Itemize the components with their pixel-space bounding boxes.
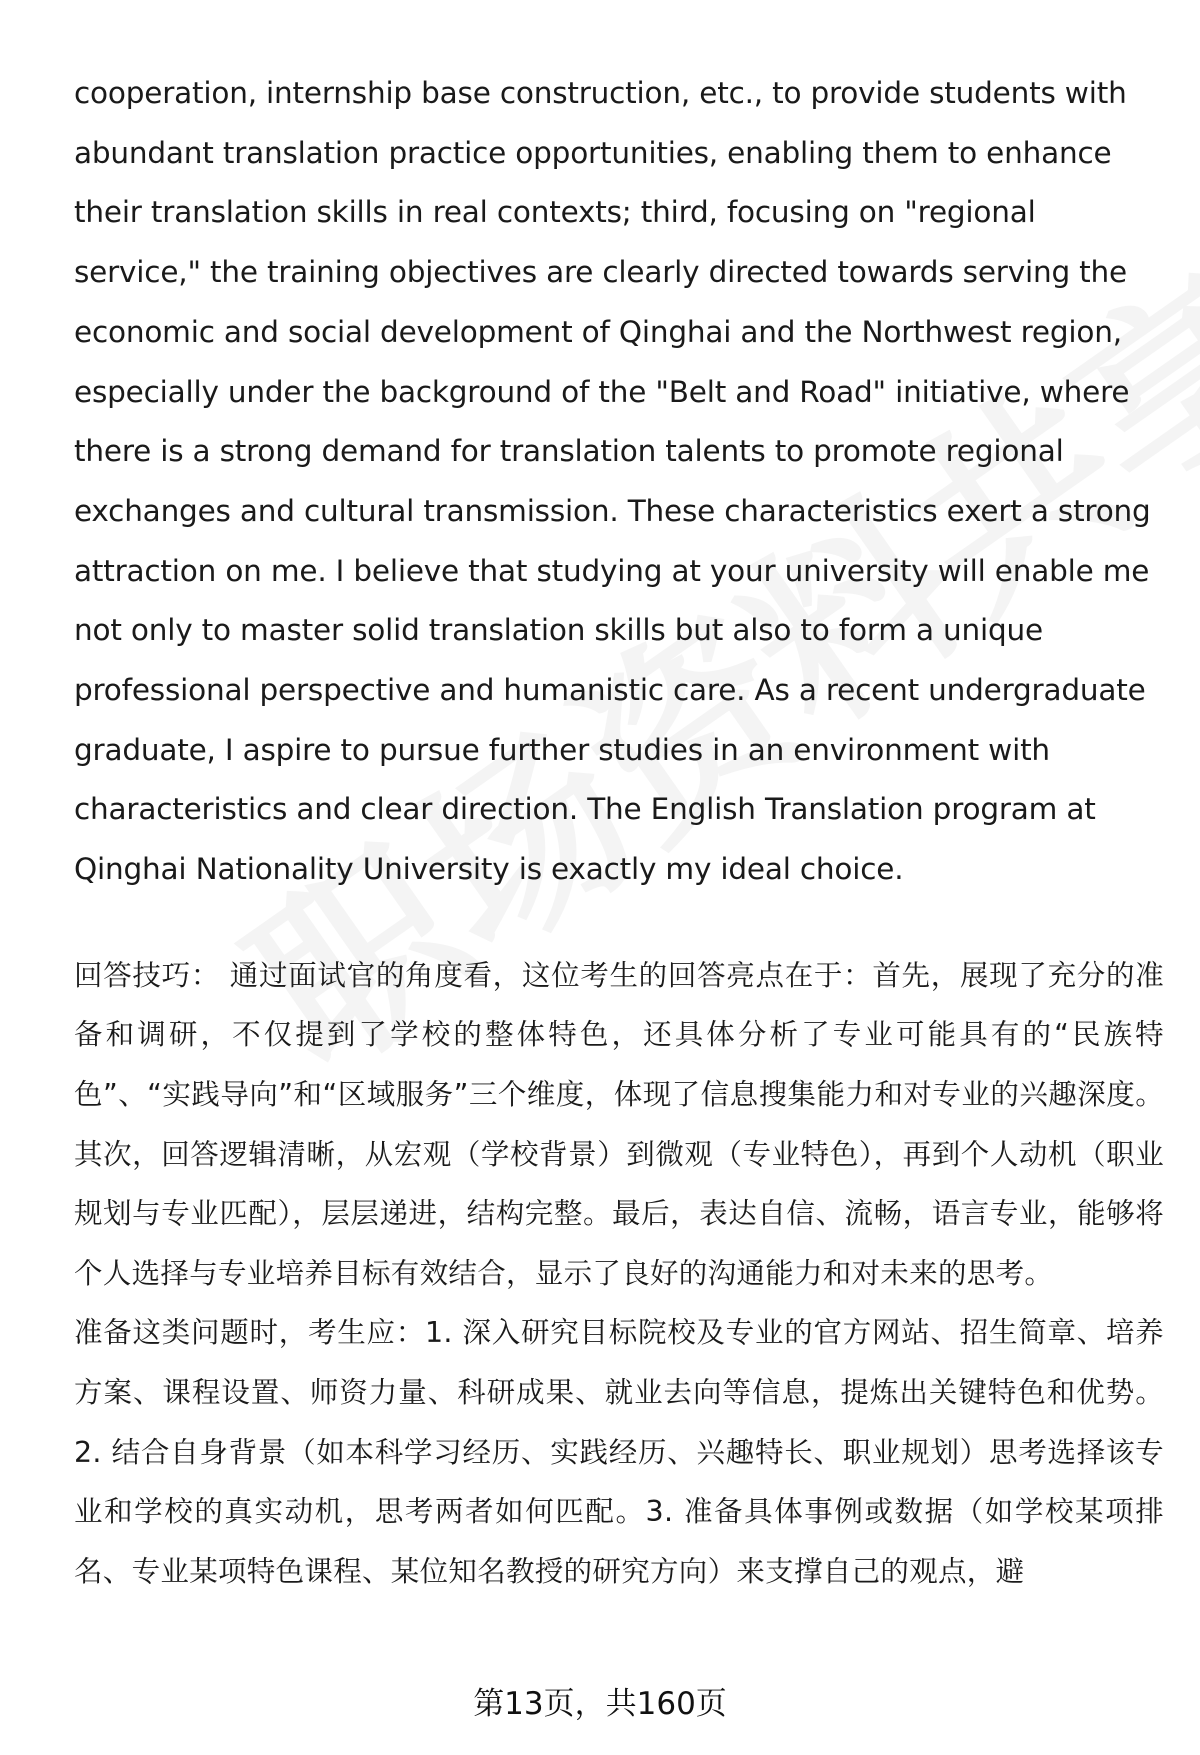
preparation-paragraph: 准备这类问题时，考生应：1. 深入研究目标院校及专业的官方网站、招生简章、培养方案、课程设置、师资力量、科研成果、就业去向等信息，提炼出关键特色和优势。2. 结合自身背景（如本科学习经历、实践经历、兴趣特长、职业规划）思考选择该专业和学校的真实动机，思考两者如何匹配。3. 准备具体事例或数据（如学校某项排名、专业某项特色课程、某位知名教授的研究方向）来支撑自己的观点，避 [74, 1316, 1164, 1588]
english-answer-paragraph: cooperation, internship base construction, etc., to provide students with abundant translation practice opportunities, enabling them to enhance their translation skills in real contexts; third, focusing on "regional service," the training objectives are clearly directed towards serving the economic and social development of Qinghai and the Northwest region, especially under the background of the "Belt and Road" initiative, where there is a strong demand for translation talents to promote regional exchanges and cultural transmission. These characteristics exert a strong attraction on me. I believe that studying at your university will enable me not only to master solid translation skills but also to form a unique professional perspective and humanistic care. As a recent undergraduate graduate, I aspire to pursue further studies in an environment with characteristics and clear direction. The English Translation program at Qinghai Nationality University is exactly my ideal choice. [74, 76, 1151, 887]
page-number-footer: 第13页，共160页 [473, 1686, 727, 1722]
page-content [74, 64, 1164, 1601]
answer-tips-paragraph: 回答技巧： 通过面试官的角度看，这位考生的回答亮点在于：首先，展现了充分的准备和调研，不仅提到了学校的整体特色，还具体分析了专业可能具有的“民族特色”、“实践导向”和“区域服务”三个维度，体现了信息搜集能力和对专业的兴趣深度。其次，回答逻辑清晰，从宏观（学校背景）到微观（专业特色），再到个人动机（职业规划与专业匹配），层层递进，结构完整。最后，表达自信、流畅，语言专业，能够将个人选择与专业培养目标有效结合，显示了良好的沟通能力和对未来的思考。 [74, 958, 1164, 1290]
